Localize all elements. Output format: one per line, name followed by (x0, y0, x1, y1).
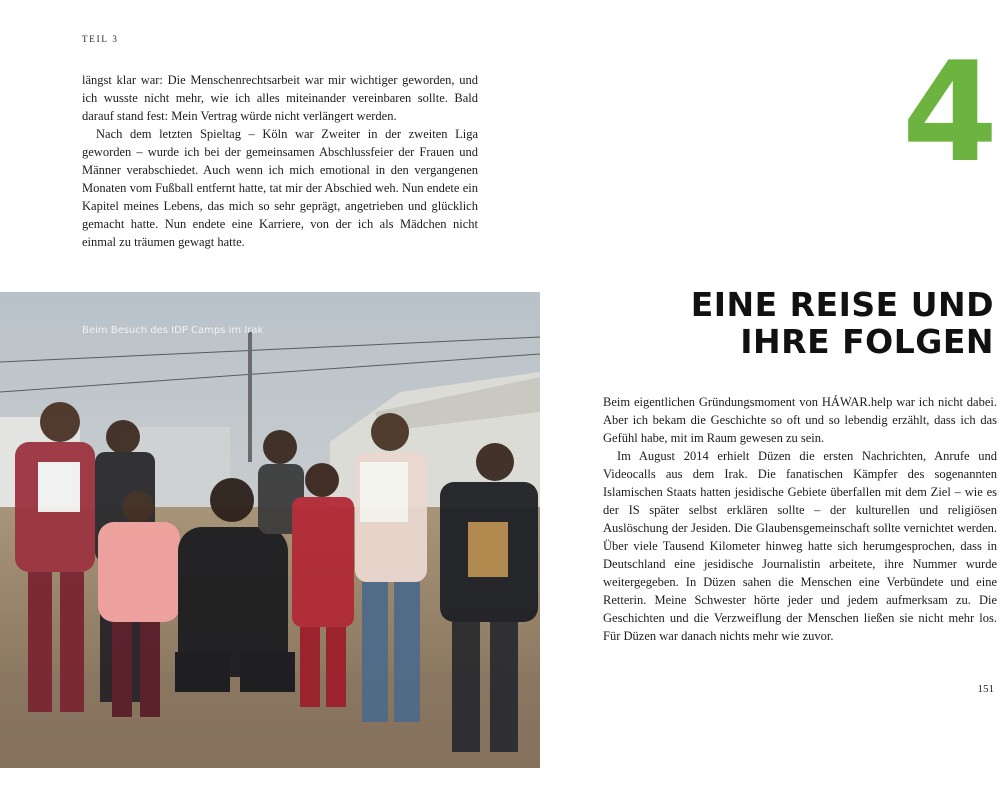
chapter-title (691, 286, 994, 360)
left-body-text (82, 71, 478, 251)
right-body-text (603, 393, 997, 645)
chapter-title-line-2: IHRE FOLGEN (740, 322, 994, 361)
left-paragraph-1: längst klar war: Die Menschenrechtsarbeit war mir wichtiger geworden, und ich wusste nicht mehr, wie ich alles miteinander vereinbaren sollte. Bald darauf stand fest: Mein Vertrag würde nicht verlängert werden. (82, 73, 478, 123)
left-paragraph-2: Nach dem letzten Spieltag – Köln war Zweiter in der zweiten Liga geworden – wurde ich bei der gemeinsamen Abschlussfeier der Frauen und Männer verabschiedet. Auch wenn ich mich emotional in den vergangenen Monaten vom Fußball entfernt hatte, tat mir der Abschied weh. Nun endete ein Kapitel meines Lebens, das mich so sehr geprägt, angetrieben und glücklich gemacht hatte. Nun endete eine Karriere, von der ich als Mädchen nicht einmal zu träumen gewagt hatte. (82, 127, 478, 249)
running-head: TEIL 3 (82, 34, 119, 44)
camp-photo-illustration (0, 292, 540, 768)
camp-photo (0, 292, 540, 768)
chapter-title-line-1: EINE REISE UND (690, 285, 994, 324)
right-paragraph-2: Im August 2014 erhielt Düzen die ersten Nachrichten, Anrufe und Videocalls aus dem Irak. Die fanatischen Kämpfer des sogenannten Islamischen Staats hatten jesidische Gebiete überfallen mit dem Ziel – wie es der IS später selbst erklären sollte – der kulturellen und religiösen Auslöschung der Jesiden. Die Glaubensgemeinschaft sollte vernichtet werden. Über viele Tausend Kilometer hinweg hatte sich herumgesprochen, dass in Deutschland eine jesidische Journalistin arbeitete, ihre Nummer wurde weitergegeben. In Düzen sahen die Menschen eine Verbündete und eine Retterin. Meine Schwester hörte jeder und jedem aufmerksam zu. Die Geschichten und die Verzweiflung der Menschen ließen sie nicht mehr los. Für Düzen war danach nichts mehr wie zuvor. (603, 449, 997, 643)
page-number: 151 (977, 683, 994, 695)
right-paragraph-1: Beim eigentlichen Gründungsmoment von HÁWAR.help war ich nicht dabei. Aber ich bekam die Geschichte so oft und so lebendig erzählt, dass ich das Gefühl habe, mit im Raum gewesen zu sein. (603, 395, 997, 445)
photo-caption: Beim Besuch des IDP Camps im Irak (82, 325, 264, 336)
chapter-number: 4 (901, 32, 994, 193)
